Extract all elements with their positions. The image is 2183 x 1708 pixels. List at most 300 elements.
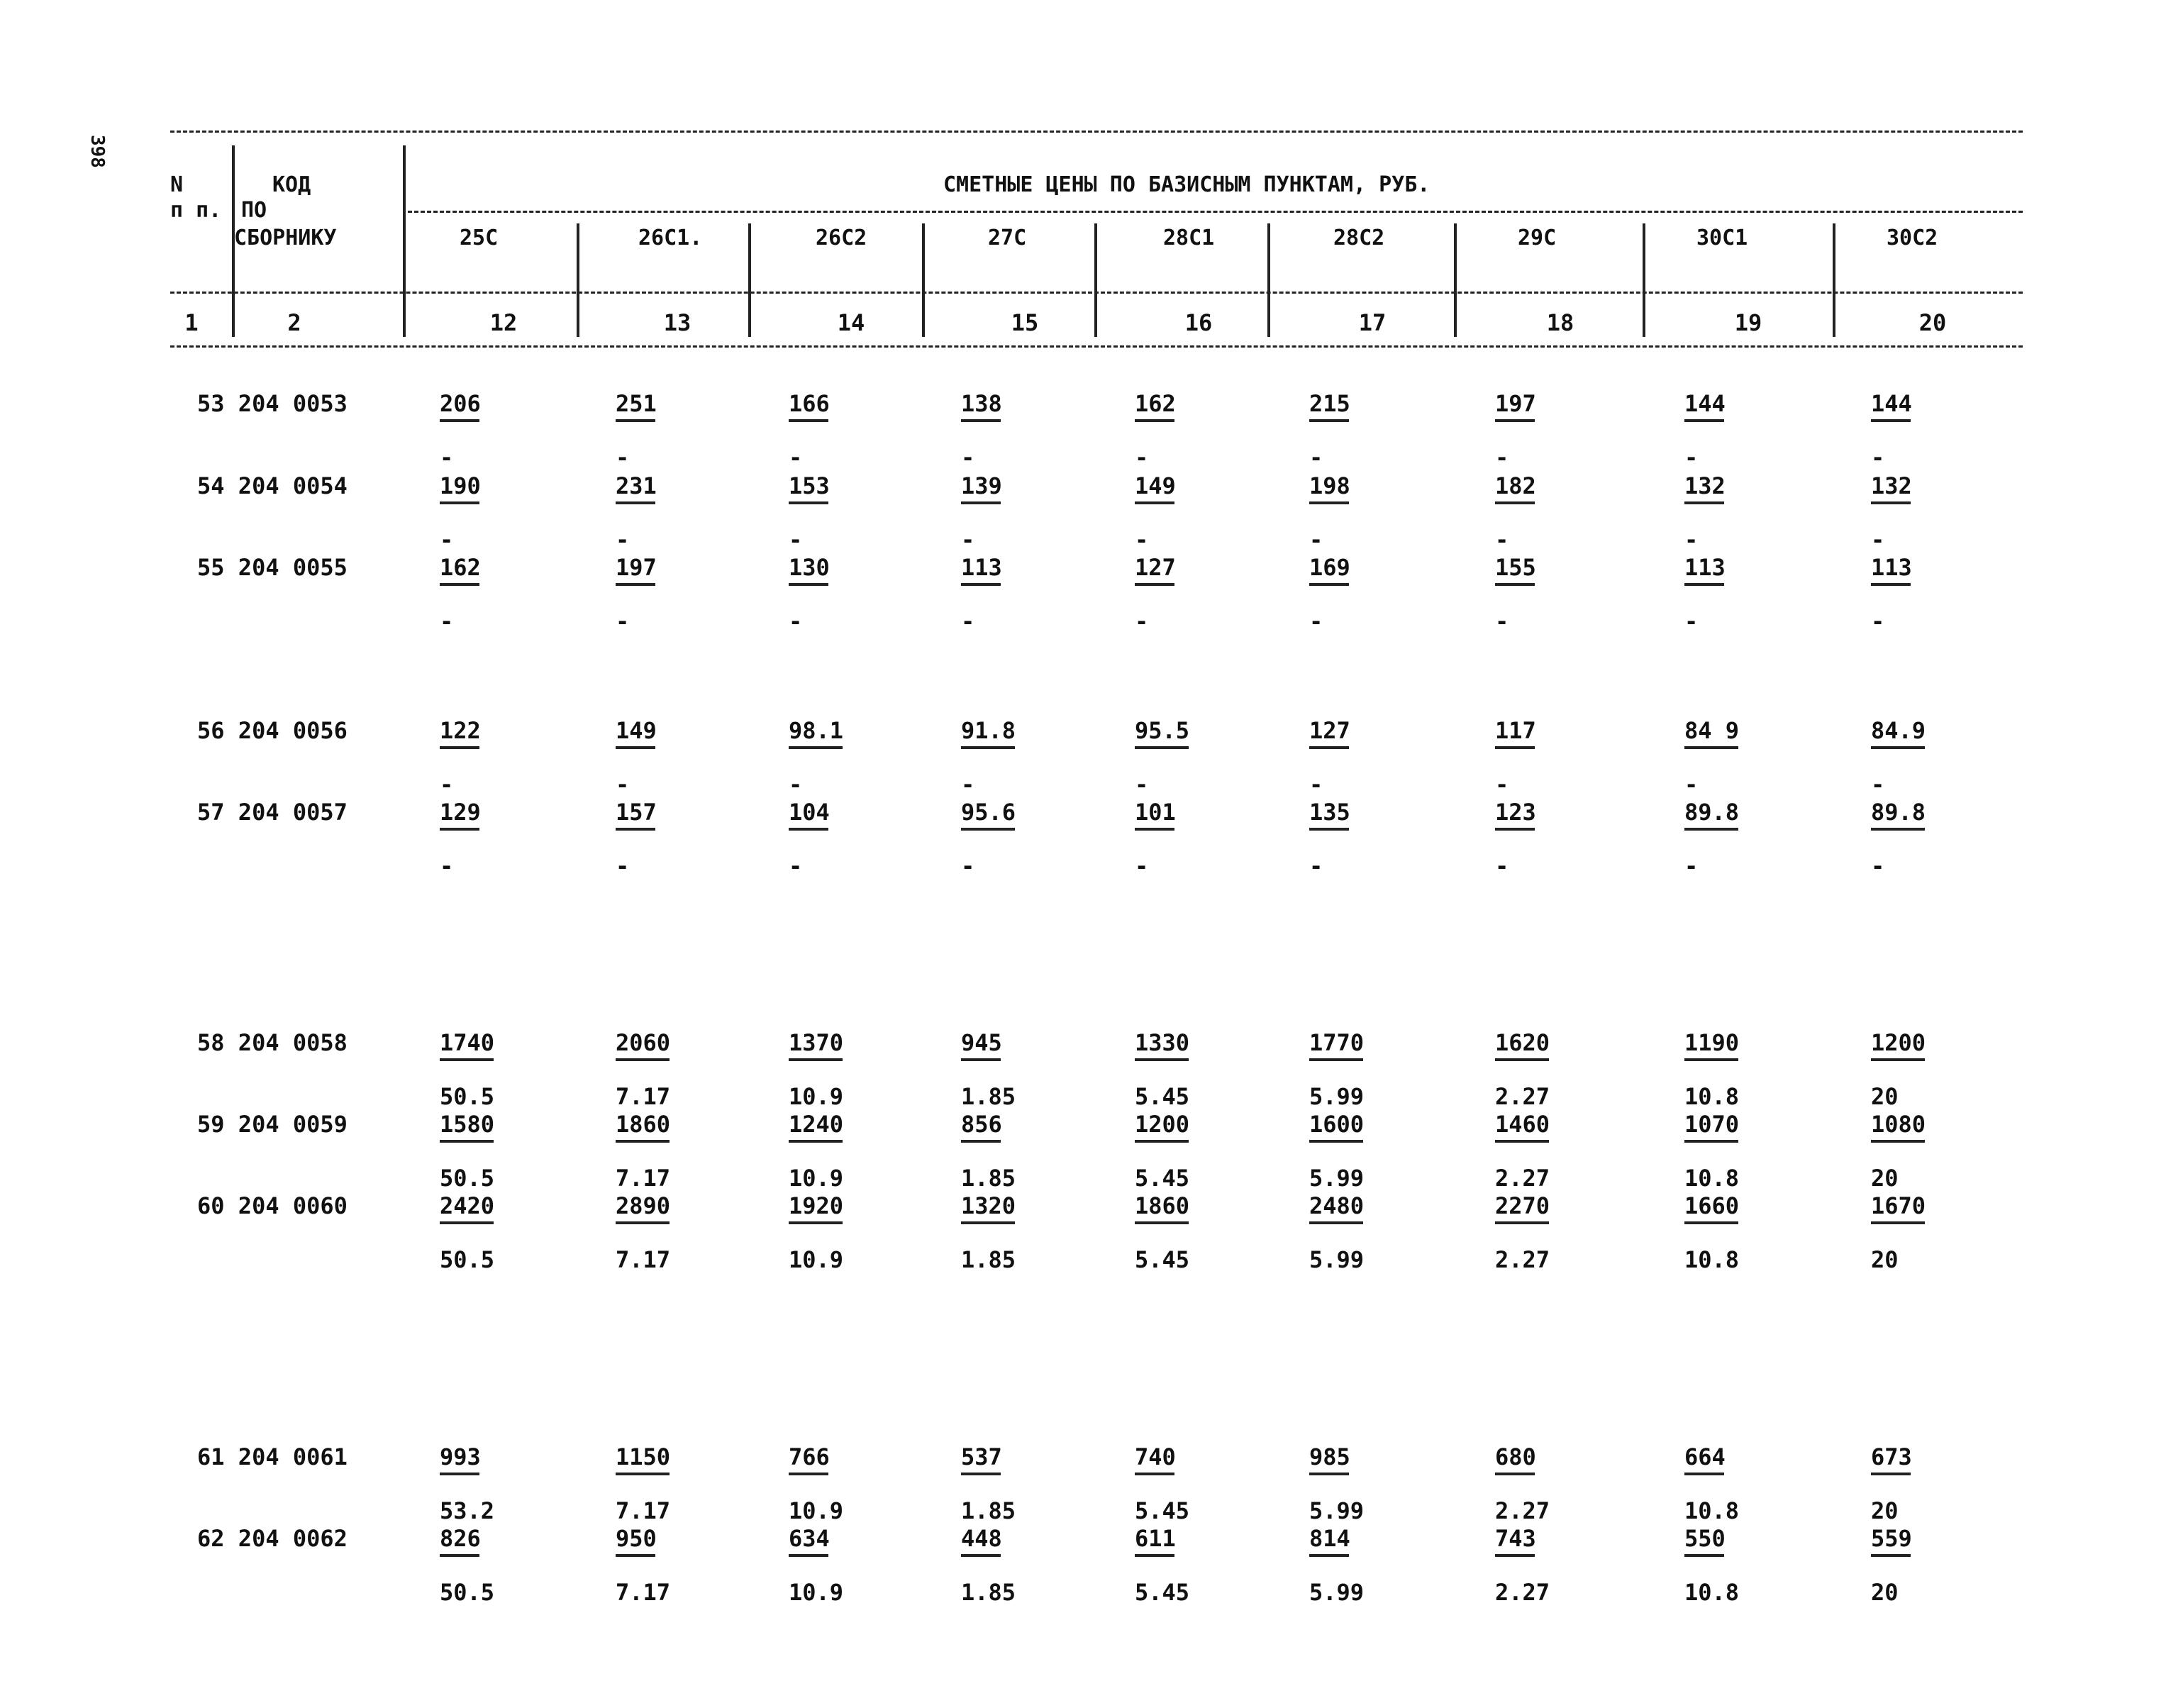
price-value: 155 [1495, 554, 1536, 581]
point-header: 25С [460, 226, 499, 250]
price-cell [616, 1525, 701, 1607]
point-header: 29С [1518, 226, 1557, 250]
price-cell [440, 1525, 525, 1607]
price-cell [616, 554, 701, 636]
fraction-line [1684, 1140, 1738, 1143]
price-cell [1684, 390, 1770, 472]
price-subvalue: 1.85 [961, 1246, 1016, 1273]
price-subvalue: - [616, 853, 630, 880]
price-cell [1871, 1443, 1956, 1526]
price-subvalue: 2.27 [1495, 1246, 1550, 1273]
fraction-line [1309, 746, 1349, 749]
price-value: 1660 [1684, 1192, 1740, 1219]
price-subvalue: - [440, 771, 454, 798]
fraction-line [1684, 746, 1738, 749]
column-number: 18 [1546, 309, 1574, 336]
row-number: 56 [197, 717, 225, 744]
fraction-line [1135, 1058, 1189, 1061]
price-subvalue: 5.45 [1135, 1579, 1190, 1606]
fraction-line [1871, 1058, 1925, 1061]
column-number: 15 [1011, 309, 1039, 336]
fraction-line [961, 1221, 1015, 1224]
fraction-line [1135, 746, 1189, 749]
price-subvalue: - [1871, 526, 1885, 553]
fraction-line [1684, 501, 1724, 504]
price-value: 1320 [961, 1192, 1016, 1219]
price-subvalue: - [1871, 853, 1885, 880]
table-row [0, 554, 2183, 636]
row-code: 204 0060 [238, 1192, 348, 1219]
fraction-line [1135, 828, 1174, 831]
price-value: 91.8 [961, 717, 1016, 744]
price-value: 123 [1495, 799, 1536, 826]
vrule-8 [1454, 223, 1457, 337]
table-row [0, 472, 2183, 555]
fraction-line [440, 1140, 494, 1143]
fraction-line [789, 419, 828, 422]
price-subvalue: 5.45 [1135, 1246, 1190, 1273]
price-subvalue: - [1135, 526, 1149, 553]
price-value: 162 [440, 554, 481, 581]
fraction-line [1684, 1554, 1724, 1557]
row-number: 61 [197, 1443, 225, 1470]
price-value: 1370 [789, 1029, 844, 1056]
price-subvalue: - [1684, 853, 1699, 880]
price-subvalue: 20 [1871, 1246, 1899, 1273]
fraction-line [789, 1554, 828, 1557]
price-value: 2480 [1309, 1192, 1365, 1219]
price-cell [961, 1192, 1046, 1275]
price-subvalue: - [961, 771, 975, 798]
fraction-line [1871, 419, 1911, 422]
fraction-line [1871, 1140, 1925, 1143]
fraction-line [616, 583, 655, 586]
price-cell [1871, 472, 1956, 555]
price-value: 1740 [440, 1029, 495, 1056]
price-value: 144 [1871, 390, 1912, 417]
price-value: 673 [1871, 1443, 1912, 1470]
table-row [0, 390, 2183, 472]
fraction-line [1309, 1473, 1349, 1475]
price-subvalue: - [789, 526, 803, 553]
price-subvalue: 2.27 [1495, 1497, 1550, 1524]
price-value: 743 [1495, 1525, 1536, 1552]
fraction-line [1309, 1554, 1349, 1557]
price-value: 1620 [1495, 1029, 1550, 1056]
price-value: 98.1 [789, 717, 844, 744]
price-subvalue: - [1309, 853, 1323, 880]
price-cell [1684, 1525, 1770, 1607]
row-code: 204 0062 [238, 1525, 348, 1552]
fraction-line [1309, 419, 1349, 422]
price-value: 95.6 [961, 799, 1016, 826]
price-subvalue: 50.5 [440, 1165, 495, 1192]
price-cell [1309, 717, 1394, 799]
fraction-line [616, 746, 655, 749]
price-subvalue: 5.99 [1309, 1579, 1365, 1606]
vrule-2 [403, 145, 406, 337]
price-value: 1190 [1684, 1029, 1740, 1056]
fraction-line [1871, 1473, 1911, 1475]
price-value: 84 9 [1684, 717, 1740, 744]
price-cell [961, 472, 1046, 555]
row-number: 55 [197, 554, 225, 581]
column-number: 13 [663, 309, 691, 336]
fraction-line [440, 746, 479, 749]
price-value: 1150 [616, 1443, 671, 1470]
price-cell [789, 1111, 874, 1193]
price-subvalue: 5.45 [1135, 1497, 1190, 1524]
row-code: 204 0057 [238, 799, 348, 826]
fraction-line [1871, 746, 1925, 749]
price-subvalue: - [1684, 526, 1699, 553]
row-number: 60 [197, 1192, 225, 1219]
price-subvalue: 10.9 [789, 1246, 844, 1273]
price-value: 448 [961, 1525, 1002, 1552]
price-subvalue: - [1871, 771, 1885, 798]
price-subvalue: - [1495, 771, 1509, 798]
price-cell [789, 554, 874, 636]
price-value: 611 [1135, 1525, 1176, 1552]
point-header: 30С2 [1887, 226, 1938, 250]
price-cell [440, 717, 525, 799]
row-number: 57 [197, 799, 225, 826]
price-value: 2270 [1495, 1192, 1550, 1219]
price-subvalue: - [1871, 444, 1885, 471]
price-cell [1309, 390, 1394, 472]
price-value: 169 [1309, 554, 1350, 581]
fraction-line [616, 1140, 670, 1143]
vrule-4 [748, 223, 751, 337]
price-cell [1135, 799, 1220, 881]
vrule-5 [922, 223, 925, 337]
header-top-rule [170, 131, 2023, 133]
price-subvalue: 53.2 [440, 1497, 495, 1524]
price-value: 945 [961, 1029, 1002, 1056]
price-cell [1495, 1111, 1580, 1193]
row-number: 62 [197, 1525, 225, 1552]
fraction-line [961, 828, 1015, 831]
fraction-line [1135, 1554, 1174, 1557]
price-cell [440, 554, 525, 636]
price-cell [1684, 799, 1770, 881]
price-cell [789, 1192, 874, 1275]
price-subvalue: 5.99 [1309, 1497, 1365, 1524]
price-cell [616, 472, 701, 555]
price-value: 2420 [440, 1192, 495, 1219]
fraction-line [1871, 1221, 1925, 1224]
price-cell [616, 390, 701, 472]
vrule-7 [1267, 223, 1270, 337]
row-id [197, 799, 348, 826]
price-cell [1495, 1443, 1580, 1526]
row-code: 204 0061 [238, 1443, 348, 1470]
col-n-label-2: п п. [170, 198, 222, 223]
point-header: 26С1. [638, 226, 703, 250]
price-cell [961, 554, 1046, 636]
price-cell [1871, 1029, 1956, 1111]
column-number: 19 [1734, 309, 1762, 336]
price-value: 740 [1135, 1443, 1176, 1470]
price-subvalue: - [1135, 853, 1149, 880]
fraction-line [961, 501, 1001, 504]
price-subvalue: - [789, 608, 803, 635]
price-value: 197 [1495, 390, 1536, 417]
row-code: 204 0054 [238, 472, 348, 499]
price-value: 985 [1309, 1443, 1350, 1470]
price-cell [1495, 1029, 1580, 1111]
fraction-line [1684, 1473, 1724, 1475]
price-value: 1770 [1309, 1029, 1365, 1056]
price-cell [1684, 554, 1770, 636]
price-value: 157 [616, 799, 657, 826]
price-value: 122 [440, 717, 481, 744]
row-code: 204 0056 [238, 717, 348, 744]
row-code: 204 0055 [238, 554, 348, 581]
fraction-line [440, 501, 479, 504]
price-subvalue: - [789, 444, 803, 471]
price-value: 1070 [1684, 1111, 1740, 1138]
price-cell [1684, 1111, 1770, 1193]
price-cell [1135, 717, 1220, 799]
price-cell [1309, 554, 1394, 636]
price-cell [616, 1192, 701, 1275]
price-subvalue: - [1684, 444, 1699, 471]
price-cell [961, 1029, 1046, 1111]
price-subvalue: 5.45 [1135, 1165, 1190, 1192]
price-subvalue: - [1495, 853, 1509, 880]
price-cell [961, 1525, 1046, 1607]
price-value: 138 [961, 390, 1002, 417]
price-subvalue: - [1309, 526, 1323, 553]
price-cell [1684, 1192, 1770, 1275]
price-cell [1135, 472, 1220, 555]
price-subvalue: - [961, 608, 975, 635]
price-value: 1200 [1135, 1111, 1190, 1138]
fraction-line [961, 1058, 1001, 1061]
fraction-line [616, 1473, 670, 1475]
price-value: 101 [1135, 799, 1176, 826]
fraction-line [440, 583, 479, 586]
price-value: 84.9 [1871, 717, 1926, 744]
price-cell [789, 717, 874, 799]
fraction-line [1495, 1058, 1549, 1061]
fraction-line [961, 419, 1001, 422]
price-value: 1240 [789, 1111, 844, 1138]
vrule-10 [1833, 223, 1835, 337]
price-cell [1684, 717, 1770, 799]
column-number: 2 [287, 309, 301, 336]
price-value: 993 [440, 1443, 481, 1470]
point-header: 28С1 [1163, 226, 1215, 250]
table-row [0, 1525, 2183, 1607]
price-subvalue: - [1135, 608, 1149, 635]
price-cell [440, 390, 525, 472]
price-subvalue: - [1495, 608, 1509, 635]
fraction-line [616, 1221, 670, 1224]
price-subvalue: 20 [1871, 1579, 1899, 1606]
fraction-line [789, 1221, 843, 1224]
price-value: 139 [961, 472, 1002, 499]
price-value: 1580 [440, 1111, 495, 1138]
price-subvalue: - [1495, 444, 1509, 471]
price-subvalue: 5.45 [1135, 1083, 1190, 1110]
price-subvalue: - [616, 444, 630, 471]
price-subvalue: 5.99 [1309, 1083, 1365, 1110]
row-code: 204 0059 [238, 1111, 348, 1138]
price-cell [789, 799, 874, 881]
fraction-line [440, 1473, 479, 1475]
price-cell [440, 1029, 525, 1111]
price-subvalue: - [1495, 526, 1509, 553]
price-cell [1871, 1111, 1956, 1193]
price-value: 206 [440, 390, 481, 417]
price-cell [1309, 1111, 1394, 1193]
price-value: 135 [1309, 799, 1350, 826]
price-value: 117 [1495, 717, 1536, 744]
point-header: 27С [988, 226, 1027, 250]
fraction-line [1495, 1473, 1535, 1475]
price-cell [1871, 1525, 1956, 1607]
price-subvalue: - [1309, 444, 1323, 471]
price-cell [440, 1111, 525, 1193]
price-cell [1495, 717, 1580, 799]
price-cell [1684, 472, 1770, 555]
price-value: 132 [1684, 472, 1726, 499]
price-cell [789, 390, 874, 472]
price-value: 251 [616, 390, 657, 417]
header-points-rule [408, 211, 2023, 213]
price-subvalue: 7.17 [616, 1579, 671, 1606]
fraction-line [1309, 1058, 1363, 1061]
price-cell [1309, 1443, 1394, 1526]
price-cell [1309, 1029, 1394, 1111]
fraction-line [616, 419, 655, 422]
price-cell [616, 717, 701, 799]
vrule-9 [1643, 223, 1645, 337]
price-value: 182 [1495, 472, 1536, 499]
fraction-line [789, 1473, 828, 1475]
price-cell [440, 1443, 525, 1526]
price-value: 89.8 [1684, 799, 1740, 826]
price-subvalue: - [961, 526, 975, 553]
fraction-line [1135, 583, 1174, 586]
price-cell [1135, 1111, 1220, 1193]
price-subvalue: 10.9 [789, 1497, 844, 1524]
price-cell [1684, 1029, 1770, 1111]
price-value: 634 [789, 1525, 830, 1552]
fraction-line [1309, 1140, 1363, 1143]
price-cell [1135, 1525, 1220, 1607]
row-id [197, 554, 348, 581]
price-value: 766 [789, 1443, 830, 1470]
price-subvalue: 20 [1871, 1083, 1899, 1110]
price-cell [961, 799, 1046, 881]
price-cell [1135, 390, 1220, 472]
price-value: 664 [1684, 1443, 1726, 1470]
price-subvalue: 2.27 [1495, 1165, 1550, 1192]
table-row [0, 1443, 2183, 1526]
price-cell [961, 390, 1046, 472]
fraction-line [1495, 419, 1535, 422]
column-number: 20 [1918, 309, 1947, 336]
price-value: 2060 [616, 1029, 671, 1056]
price-subvalue: 7.17 [616, 1497, 671, 1524]
fraction-line [1495, 1554, 1535, 1557]
price-value: 198 [1309, 472, 1350, 499]
price-subvalue: - [961, 444, 975, 471]
fraction-line [961, 1554, 1001, 1557]
row-number: 58 [197, 1029, 225, 1056]
price-value: 129 [440, 799, 481, 826]
price-value: 1670 [1871, 1192, 1926, 1219]
fraction-line [789, 746, 843, 749]
price-cell [1135, 554, 1220, 636]
table-row [0, 799, 2183, 881]
price-value: 104 [789, 799, 830, 826]
price-value: 144 [1684, 390, 1726, 417]
fraction-line [1684, 1221, 1738, 1224]
fraction-line [789, 828, 828, 831]
fraction-line [1309, 1221, 1363, 1224]
price-value: 1860 [616, 1111, 671, 1138]
price-cell [1135, 1192, 1220, 1275]
column-number: 14 [837, 309, 865, 336]
price-value: 856 [961, 1111, 1002, 1138]
header-bottom-rule [170, 345, 2023, 348]
price-subvalue: - [440, 853, 454, 880]
fraction-line [1135, 1473, 1174, 1475]
col-n-label: N [170, 172, 184, 197]
column-number: 12 [489, 309, 518, 336]
price-cell [961, 1443, 1046, 1526]
price-value: 153 [789, 472, 830, 499]
price-cell [1495, 1525, 1580, 1607]
price-subvalue: 10.8 [1684, 1579, 1740, 1606]
price-value: 215 [1309, 390, 1350, 417]
price-subvalue: 10.9 [789, 1579, 844, 1606]
row-code: 204 0058 [238, 1029, 348, 1056]
price-cell [789, 1029, 874, 1111]
fraction-line [440, 1058, 494, 1061]
price-cell [1135, 1443, 1220, 1526]
price-value: 1920 [789, 1192, 844, 1219]
row-id [197, 472, 348, 499]
price-cell [789, 1525, 874, 1607]
price-value: 95.5 [1135, 717, 1190, 744]
col-code-label-3: СБОРНИКУ [234, 226, 337, 250]
price-subvalue: 10.8 [1684, 1497, 1740, 1524]
table-row [0, 1029, 2183, 1111]
price-subvalue: 50.5 [440, 1579, 495, 1606]
point-header: 28С2 [1333, 226, 1385, 250]
price-subvalue: 10.8 [1684, 1083, 1740, 1110]
price-value: 149 [616, 717, 657, 744]
price-subvalue: - [440, 526, 454, 553]
price-subvalue: 7.17 [616, 1165, 671, 1192]
price-cell [1871, 717, 1956, 799]
fraction-line [440, 1221, 494, 1224]
row-id [197, 1029, 348, 1056]
fraction-line [1495, 583, 1535, 586]
price-value: 166 [789, 390, 830, 417]
fraction-line [1871, 501, 1911, 504]
price-subvalue: - [616, 526, 630, 553]
row-id [197, 1443, 348, 1470]
price-cell [961, 717, 1046, 799]
price-value: 197 [616, 554, 657, 581]
price-value: 2890 [616, 1192, 671, 1219]
